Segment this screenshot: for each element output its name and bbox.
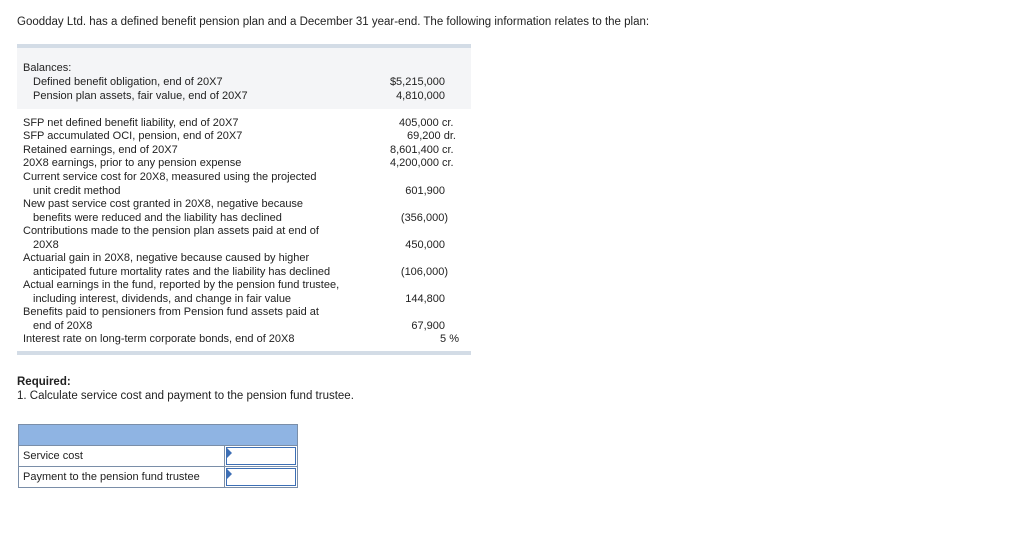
- row-value-past-service: (356,000): [400, 212, 448, 224]
- row-label-retained-earnings: Retained earnings, end of 20X7: [23, 144, 178, 156]
- row-label-plan-assets: Pension plan assets, fair value, end of 20X7: [33, 90, 248, 102]
- row-label-service-cost-2: unit credit method: [33, 185, 121, 197]
- row-value-interest-rate: 5 %: [440, 333, 459, 345]
- row-label-dbo: Defined benefit obligation, end of 20X7: [33, 76, 223, 88]
- row-label-interest-rate: Interest rate on long-term corporate bonds, end of 20X8: [23, 333, 295, 345]
- payment-trustee-input[interactable]: [227, 469, 295, 485]
- row-label-actuarial-1: Actuarial gain in 20X8, negative because caused by higher: [23, 252, 310, 264]
- row-value-dbo: $5,215,000: [389, 76, 445, 88]
- plan-info-table: [17, 44, 471, 355]
- row-value-plan-assets: 4,810,000: [396, 90, 445, 102]
- input-marker-icon: [227, 469, 232, 479]
- row-label-earnings-20x8: 20X8 earnings, prior to any pension expense: [23, 157, 242, 169]
- answer-label-payment-trustee: Payment to the pension fund trustee: [19, 467, 225, 487]
- row-label-past-service-2: benefits were reduced and the liability has declined: [33, 212, 282, 224]
- answer-label-service-cost: Service cost: [19, 446, 225, 466]
- input-marker-icon: [227, 448, 232, 458]
- service-cost-cell[interactable]: [226, 447, 296, 465]
- row-value-actuarial: (106,000): [400, 266, 448, 278]
- row-value-retained-earnings: 8,601,400 cr.: [390, 144, 454, 156]
- row-value-contributions: 450,000: [405, 239, 445, 251]
- row-label-contributions-1: Contributions made to the pension plan assets paid at end of: [23, 225, 319, 237]
- service-cost-input[interactable]: [227, 448, 295, 464]
- row-value-service-cost: 601,900: [405, 185, 445, 197]
- row-label-past-service-1: New past service cost granted in 20X8, negative because: [23, 198, 304, 210]
- balances-heading: Balances:: [23, 62, 72, 74]
- required-heading: Required:: [17, 376, 71, 388]
- payment-trustee-cell[interactable]: [226, 468, 296, 486]
- row-value-earnings-20x8: 4,200,000 cr.: [390, 157, 454, 169]
- row-label-benefits-paid-1: Benefits paid to pensioners from Pension fund assets paid at: [23, 306, 319, 318]
- row-label-fund-earnings-2: including interest, dividends, and change in fair value: [33, 293, 292, 305]
- row-label-fund-earnings-1: Actual earnings in the fund, reported by the pension fund trustee,: [23, 279, 340, 291]
- required-instruction: 1. Calculate service cost and payment to the pension fund trustee.: [17, 390, 354, 402]
- section-separator: [17, 109, 471, 111]
- row-label-sfp-oci: SFP accumulated OCI, pension, end of 20X7: [23, 130, 243, 142]
- row-value-sfp-liability: 405,000 cr.: [399, 117, 454, 129]
- intro-text: Goodday Ltd. has a defined benefit pension plan and a December 31 year-end. The following information relates to the plan:: [17, 16, 650, 28]
- row-value-sfp-oci: 69,200 dr.: [407, 130, 456, 142]
- answer-table-header: [19, 425, 297, 446]
- row-value-fund-earnings: 144,800: [405, 293, 445, 305]
- row-label-actuarial-2: anticipated future mortality rates and the liability has declined: [33, 266, 331, 278]
- answer-row-service-cost: [19, 446, 297, 467]
- row-label-service-cost-1: Current service cost for 20X8, measured using the projected: [23, 171, 317, 183]
- answer-row-payment-trustee: [19, 467, 297, 487]
- row-label-benefits-paid-2: end of 20X8: [33, 320, 93, 332]
- row-label-sfp-liability: SFP net defined benefit liability, end of 20X7: [23, 117, 239, 129]
- row-label-contributions-2: 20X8: [33, 239, 59, 251]
- row-value-benefits-paid: 67,900: [411, 320, 445, 332]
- answer-table: [18, 424, 298, 488]
